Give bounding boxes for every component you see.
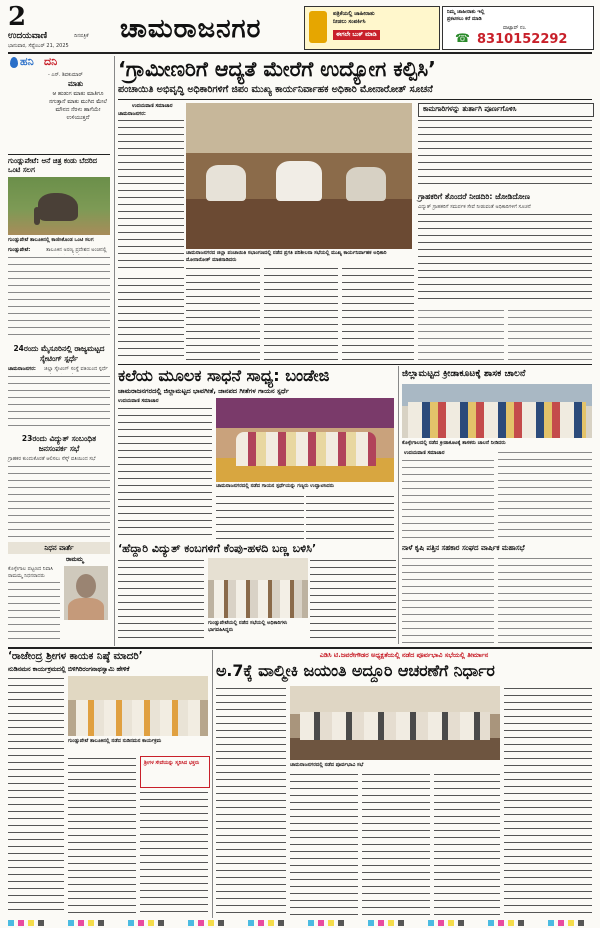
right-story <box>418 192 592 362</box>
poles-headline: ‘ಹೆದ್ದಾರಿ ವಿದ್ಯುತ್ ಕಂಬಗಳಿಗೆ ಕೆಂಪು-ಹಳದಿ ಬಣ್ಣ ಬಳಿಸಿ’ <box>118 542 317 555</box>
skating-headline: 24ರಂದು ಮೈಸೂರಿನಲ್ಲಿ ರಾಜ್ಯಮಟ್ಟದ ಸ್ಕೇಟಿಂಗ್ ಸ್ಪರ್ಧೆ <box>13 344 105 363</box>
power-meeting-lead: ಗ್ರಾಹಕರ ಕುಂದುಕೊರತೆ ಆಲಿಸಲು ಸೆಸ್ಕ್ ವತಿಯಿಂದ ಸಭೆ <box>8 456 96 462</box>
lead-photo-people-2 <box>276 161 322 201</box>
edition-label: ದಿನಪತ್ರಿಕೆ <box>74 33 89 39</box>
culture-photo-group <box>236 432 376 466</box>
services-body-2 <box>498 556 592 644</box>
lead-body-col-3 <box>264 266 338 362</box>
lead-body-col-1b <box>118 276 184 362</box>
culture-body-1 <box>118 406 212 486</box>
lead-byline: ಉದಯವಾಣಿ ಸಮಾಚಾರ <box>132 103 173 109</box>
top-advert-1 <box>304 6 440 50</box>
valmiki-photo <box>290 686 500 760</box>
sports-body-1 <box>402 458 494 542</box>
sports-photo <box>402 384 592 438</box>
ad2-line-1: ನಿಮ್ಮ ಜಾಹೀರಾತು ಇಲ್ಲಿ <box>447 9 485 15</box>
elephant-headline: ಗುಂಡ್ಲುಪೇಟೆ: ಆನೆ ಚಿತ್ರ ಕಂಡು ಬೆದರಿದ ಒಂಟಿ ಸಲಗ <box>8 157 98 174</box>
honi-label: ಹನಿ <box>20 55 34 68</box>
bottom-left-body-2 <box>68 756 136 916</box>
elephant-photo <box>8 177 110 235</box>
valmiki-column-rule <box>212 650 213 918</box>
valmiki-photo-table <box>290 738 500 760</box>
valmiki-body-2 <box>290 772 358 916</box>
lead-photo-caption: ಚಾಮರಾಜನಗರದ ಜಿಲ್ಲಾ ಪಂಚಾಯಿತಿ ಸಭಾಂಗಣದಲ್ಲಿ ನಡೆದ ಪ್ರಗತಿ ಪರಿಶೀಲನಾ ಸಭೆಯಲ್ಲಿ ಮುಖ್ಯ ಕಾರ್ಯನಿರ್ವಾಹಕ ಅಧಿಕಾರಿ ಮೋನಾರೋತ್ ಮಾತನಾಡಿದರು <box>186 250 387 263</box>
sports-caption: ಕೊಳ್ಳೇಗಾಲದಲ್ಲಿ ನಡೆದ ಕ್ರೀಡಾಕೂಟಕ್ಕೆ ಶಾಸಕರು ಚಾಲನೆ ನೀಡಿದರು <box>402 440 506 446</box>
left-column-rule <box>114 56 115 646</box>
ad-badge: ಈಗಲೇ ಬುಕ್ ಮಾಡಿ <box>333 30 380 40</box>
valmiki-photo-wall <box>290 686 500 714</box>
poem-title: ಮಾತು <box>68 80 84 88</box>
poles-caption: ಗುಂಡ್ಲುಪೇಟೆಯಲ್ಲಿ ನಡೆದ ಸಭೆಯಲ್ಲಿ ಅಧಿಕಾರಿಗಳು ಭಾಗವಹಿಸಿದ್ದರು <box>208 620 288 633</box>
right-story-body-3 <box>508 308 592 360</box>
section-title: ಚಾಮರಾಜನಗರ <box>120 14 262 44</box>
bottom-left-headline: ‘ರಾಜೇಂದ್ರ ಶ್ರೀಗಳ ಕಾಯಕ ನಿಷ್ಠೆ ಮಾದರಿ’ <box>8 651 143 662</box>
ad-phone-graphic <box>309 11 327 43</box>
sports-byline: ಉದಯವಾಣಿ ಸಮಾಚಾರ <box>404 450 445 456</box>
elephant-trunk <box>34 207 40 225</box>
page-number: 2 <box>8 2 27 32</box>
elephant-story <box>8 157 110 341</box>
poem-text: ಆ ಹುಡುಗ ಮಾತು ಮಾತಿಗೂ ನಗುತ್ತಾನೆ ಮಾತು ಮುಗಿದ ಮೇಲೆ ಮೌನದ ನೆರಳು ಹಾಗೆಯೇ ಉಳಿಯುತ್ತದೆ <box>49 91 107 121</box>
lead-photo-people-1 <box>206 165 246 201</box>
sports-column-rule <box>398 366 399 644</box>
valmiki-photo-people <box>300 712 490 740</box>
valmiki-body-4 <box>434 772 500 916</box>
elephant-caption: ಗುಂಡ್ಲುಪೇಟೆ ತಾಲೂಕಿನಲ್ಲಿ ಕಾಣಿಸಿಕೊಂಡ ಒಂಟಿ ಸಲಗ <box>8 237 94 243</box>
power-meeting-headline: 23ರಂದು ವಿದ್ಯುತ್ ಸಂಬಂಧಿತ ಜನಸಂಪರ್ಕ ಸಭೆ <box>21 434 97 453</box>
bottom-left-caption: ಗುಂಡ್ಲುಪೇಟೆ ತಾಲೂಕಿನಲ್ಲಿ ನಡೆದ ನುಡಿನಮನ ಕಾರ್ಯಕ್ರಮ <box>68 738 162 744</box>
skating-story <box>8 344 110 432</box>
right-story-body <box>418 212 592 304</box>
bottom-left-subhead: ನುಡಿನಮನ ಕಾರ್ಯಕ್ರಮದಲ್ಲಿ ಬಿಳಿಗಿರಿರಂಗನಾಥಸ್ವಾಮಿ ಹೇಳಿಕೆ <box>8 666 130 673</box>
obituary-header: ನಿಧನ ವಾರ್ತೆ <box>8 542 110 554</box>
poles-photo-people <box>214 580 302 618</box>
honi-dani-author: - ಎನ್. ಶಿವಕುಮಾರ್ <box>48 72 83 78</box>
bottom-left-body-3 <box>140 790 208 916</box>
lead-body-col-1 <box>118 118 184 272</box>
obituary-box <box>8 542 110 642</box>
ad2-whatsapp-label: ವಾಟ್ಸಾಪ್ ನಂ. <box>503 25 527 31</box>
obituary-face <box>76 574 96 598</box>
ad2-line-2: ಪ್ರಕಟಿಸಲು ಕರೆ ಮಾಡಿ <box>447 16 482 22</box>
honi-dani-box <box>8 56 110 152</box>
valmiki-headline: ಅ.7ಕ್ಕೆ ವಾಲ್ಮೀಕಿ ಜಯಂತಿ ಅದ್ದೂರಿ ಆಚರಣೆಗೆ ನಿರ್ಧಾರ <box>216 661 495 680</box>
lead-highlight-box <box>418 103 594 117</box>
culture-body-3 <box>216 494 304 540</box>
poles-body-2 <box>310 558 396 644</box>
elephant-shape <box>38 193 78 221</box>
lead-photo-people-3 <box>346 167 386 201</box>
valmiki-body-3 <box>362 772 430 916</box>
valmiki-caption: ಚಾಮರಾಜನಗರದಲ್ಲಿ ನಡೆದ ಪೂರ್ವಭಾವಿ ಸಭೆ <box>290 762 364 768</box>
power-meeting-story <box>8 434 110 540</box>
obituary-photo <box>64 566 108 620</box>
culture-photo-banner <box>216 398 394 428</box>
valmiki-kicker: ಎಡಿಸಿ ಟಿ.ಜವರೇಗೌಡರ ಅಧ್ಯಕ್ಷತೆಯಲ್ಲಿ ನಡೆದ ಪೂರ್ವಭಾವಿ ಸಭೆಯಲ್ಲಿ ತೀರ್ಮಾನ <box>319 651 489 659</box>
registration-marks <box>8 920 592 926</box>
bottom-left-photo-people <box>76 700 200 736</box>
culture-headline: ಕಲೆಯ ಮೂಲಕ ಸಾಧನೆ ಸಾಧ್ಯ: ಬಂಡೇಜಿ <box>118 366 330 385</box>
valmiki-body-1 <box>216 686 286 916</box>
issue-date: ಭಾನುವಾರ, ಸೆಪ್ಟೆಂಬರ್ 21, 2025 <box>8 43 69 49</box>
skating-body-lead: ಜಿಲ್ಲಾ ಸ್ಕೇಟಿಂಗ್ ಸಂಸ್ಥೆ ವತಿಯಿಂದ ಸ್ಪರ್ಧೆ <box>44 366 108 372</box>
sports-headline: ಜಿಲ್ಲಾಮಟ್ಟದ ಕ್ರೀಡಾಕೂಟಕ್ಕೆ ಶಾಸಕ ಚಾಲನೆ <box>402 368 526 379</box>
mid-bottom-rule <box>8 647 592 649</box>
bottom-left-photo <box>68 676 208 736</box>
lead-body-col-4 <box>342 266 414 362</box>
poles-photo <box>208 558 308 618</box>
culture-body-4 <box>306 494 394 540</box>
culture-caption: ಚಾಮರಾಜನಗರದಲ್ಲಿ ನಡೆದ ಗಾಯನ ಸ್ಪರ್ಧೆಯನ್ನು ಗಣ್ಯರು ಉದ್ಘಾಟಿಸಿದರು <box>216 483 334 489</box>
poles-photo-wall <box>208 558 308 580</box>
masthead-rule <box>8 52 592 54</box>
lead-dateline: ಚಾಮರಾಜನಗರ: <box>118 111 146 117</box>
lead-bottom-rule <box>118 364 592 365</box>
bottom-left-photo-stage <box>68 676 208 700</box>
services-headline: ನಾಳೆ ಕೃಷಿ ಪತ್ತಿನ ಸಹಕಾರ ಸಂಘದ ವಾರ್ಷಿಕ ಮಹಾಸಭೆ <box>402 544 525 552</box>
lead-rule <box>118 99 592 100</box>
poles-body-1 <box>118 558 204 644</box>
honi-dani-logo <box>8 56 110 70</box>
culture-subhead: ಚಾಮರಾಜನಗರದಲ್ಲಿ ಜಿಲ್ಲಾಮಟ್ಟದ ಭಾವಗೀತೆ, ಜಾನಪದ ಗೀತೆಗಳ ಗಾಯನ ಸ್ಪರ್ಧೆ <box>118 387 289 395</box>
lead-subhead: ಪಂಚಾಯಿತಿ ಅಭಿವೃದ್ಧಿ ಅಧಿಕಾರಿಗಳಿಗೆ ಜಿಪಂ ಮುಖ್ಯ ಕಾರ್ಯನಿರ್ವಾಹಕ ಅಧಿಕಾರಿ ಮೋನಾರೋತ್ ಸೂಚನೆ <box>118 84 433 95</box>
skating-body <box>8 374 110 430</box>
culture-body-2 <box>118 490 212 540</box>
lead-photo <box>186 103 412 249</box>
lead-body-col-2 <box>186 266 260 362</box>
lead-right-body <box>418 118 592 188</box>
sports-photo-people <box>408 402 586 438</box>
bottom-left-note: ಶ್ರೀಗಳ ಸೇವೆಯನ್ನು ಸ್ಮರಿಸಿದ ಭಕ್ತರು <box>144 760 200 766</box>
obituary-lead: ಕೊಳ್ಳೇಗಾಲ ಪಟ್ಟಣದ ನಿವಾಸಿ ರಾಮಮ್ಮ ನಿಧನರಾದರು <box>8 566 54 579</box>
bottom-left-note-box <box>140 756 210 788</box>
right-story-body-2 <box>418 308 504 360</box>
lead-photo-table <box>186 199 412 249</box>
obituary-body <box>8 580 60 640</box>
lead-photo-wall <box>186 103 412 153</box>
obituary-shoulders <box>68 598 104 620</box>
culture-photo <box>216 398 394 482</box>
obituary-name: ರಾಮಮ್ಮ <box>66 556 84 563</box>
phone-icon: ☎ <box>455 31 470 45</box>
bottom-left-body-1 <box>8 676 64 916</box>
right-story-lead: ವಿದ್ಯುತ್ ಗ್ರಾಹಕರಿಗೆ ಸಮರ್ಪಕ ಸೇವೆ ನೀಡುವಂತೆ ಅಧಿಕಾರಿಗಳಿಗೆ ಸೂಚನೆ <box>418 204 531 210</box>
masthead <box>8 2 592 50</box>
valmiki-body-5 <box>504 686 592 916</box>
lead-headline: ‘ಗ್ರಾಮೀಣರಿಗೆ ಆದ್ಯತೆ ಮೇರೆಗೆ ಉದ್ಯೋಗ ಕಲ್ಪಿಸಿ’ <box>118 57 436 81</box>
top-advert-2 <box>442 6 594 50</box>
power-meeting-body <box>8 464 110 538</box>
elephant-body-lead: ತಾಲೂಕಿನ ಅರಣ್ಯ ಪ್ರದೇಶದ ಅಂಚಿನಲ್ಲಿ <box>46 247 107 253</box>
drop-icon <box>10 57 18 68</box>
elephant-dateline: ಗುಂಡ್ಲುಪೇಟೆ: <box>8 247 31 253</box>
elephant-body <box>8 255 110 341</box>
skating-dateline: ಚಾಮರಾಜನಗರ: <box>8 366 36 372</box>
lead-highlight: ಕಾಮಗಾರಿಗಳನ್ನು ತುರ್ತಾಗಿ ಪೂರ್ಣಗೊಳಿಸಿ <box>423 105 517 113</box>
dani-label: ದನಿ <box>44 55 58 68</box>
services-body-1 <box>402 556 494 644</box>
sports-body-2 <box>498 450 592 542</box>
paper-name: ಉದಯವಾಣಿ <box>8 31 48 41</box>
culture-byline: ಉದಯವಾಣಿ ಸಮಾಚಾರ <box>118 398 159 404</box>
right-story-headline: ಗ್ರಾಹಕರಿಗೆ ತೊಂದರೆ ನೀಡದಿರಿ: ಜೋಡಿದೋಣ <box>418 192 530 201</box>
ad-line-1: ಪತ್ರಿಕೆಯಲ್ಲಿ ಜಾಹೀರಾತು <box>333 11 375 17</box>
left-divider-1 <box>8 154 110 155</box>
ad-line-2: ನೀಡಲು ಸಂಪರ್ಕಿಸಿ <box>333 19 366 25</box>
ad2-phone-number: 8310152292 <box>477 32 568 47</box>
